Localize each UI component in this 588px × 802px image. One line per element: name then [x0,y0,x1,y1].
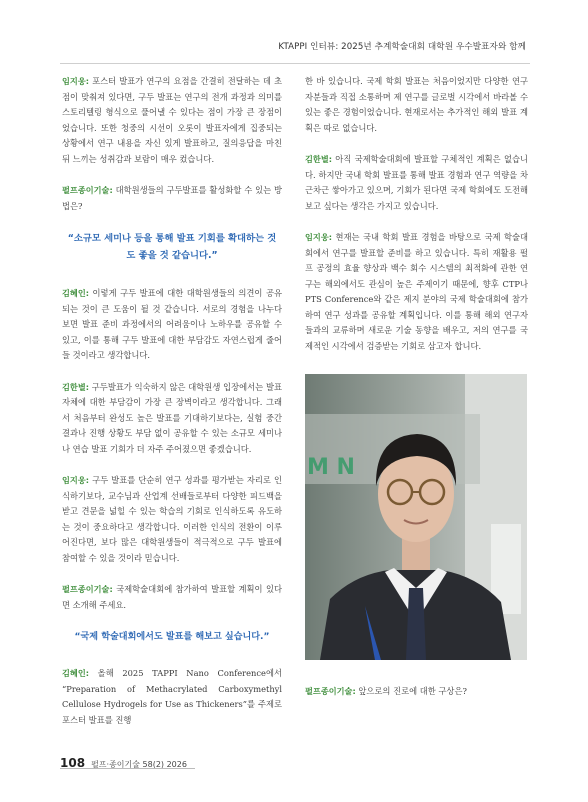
speaker-name: 펄프종이기술: [62,185,113,195]
portrait-illustration [305,374,527,660]
speaker-name: 김혜인: [62,668,90,678]
paragraph-text: 현재는 국내 학회 발표 경험을 바탕으로 국제 학술대회에서 연구를 발표할 준비를 하고 있습니다. 특히 재활용 펄프 공정의 효율 향상과 백수 회수 시스템의 최적화에 관한 연구는 해외에서도 관심이 높은 주제이기 때문에, 향후 CTP나 PTS Conference와 같은 제지 분야의 국제 학술대회에 참가하여 연구 성과를 공유할 계획입니다. 이를 통해 해외 연구자들과의 교류하며 새로운 기술 동향을 배우고, 저의 연구를 국제적인 시각에서 검증받는 기회로 삼고자 합니다. [305,232,528,351]
right-column-bottom [305,684,528,716]
paragraph-text: 아직 국제학술대회에 발표할 구체적인 계획은 없습니다. 하지만 국내 학회 발표를 통해 발표 경험과 연구 역량을 차근차근 쌓아가고 있으며, 기회가 된다면 국제 학회에도 도전해보고 싶다는 생각은 가지고 있습니다. [305,154,528,211]
pull-quote: “국제 학술대회에서도 발표를 해보고 싶습니다.” [74,632,270,642]
paragraph [305,152,528,214]
speaker-name: 김한별: [305,154,333,164]
paragraph [62,286,282,364]
left-column [62,74,282,744]
paragraph-text: 구두 발표를 단순히 연구 성과를 평가받는 자리로 인식하기보다, 교수님과 산업계 선배들로부터 다양한 피드백을 받고 견문을 넓힐 수 있는 학습의 기회로 인식하도록 유도하는 것이 중요하다고 생각합니다. 이러한 인식의 전환이 이루어진다면, 보다 많은 대학원생들이 적극적으로 구두 발표에 참여할 수 있을 것이라 믿습니다. [62,475,282,563]
pull-quote: “소규모 세미나 등을 통해 발표 기회를 확대하는 것도 좋을 것 같습니다.” [67,233,277,261]
speaker-name: 임지웅: [62,76,90,86]
paragraph-text: 한 바 있습니다. 국제 학회 발표는 처음이었지만 다양한 연구자분들과 직접 소통하며 제 연구를 글로벌 시각에서 바라볼 수 있는 좋은 경험이었습니다. 현재로서는 추가적인 해외 발표 계획은 따로 없습니다. [305,76,528,133]
paragraph-text: 포스터 발표가 연구의 요점을 간결히 전달하는 데 초점이 맞춰져 있다면, 구두 발표는 연구의 전개 과정과 의미를 스토리텔링 형식으로 풀어낼 수 있다는 점이 가장 큰 장점이었습니다. 또한 청중의 시선이 오롯이 발표자에게 집중되는 상황에서 연구 내용을 자신 있게 발표하고, 질의응답을 마친 뒤 느끼는 성취감과 보람이 매우 컸습니다. [62,76,282,164]
paragraph-text: 올해 2025 TAPPI Nano Conference에서 “Preparation of Methacrylated Carboxymethyl Cellulose Hydrogels for Use as Thickeners”를 주제로 포스터 발표를 진행 [62,668,282,725]
speaker-name: 임지웅: [305,232,333,242]
running-header: KTAPPI 인터뷰: 2025년 추계학술대회 대학원 우수발표자와 함께 [278,42,526,52]
interviewer-question [62,582,282,613]
journal-citation: 펄프·종이기술 58(2) 2026 [91,760,187,769]
speaker-name: 임지웅: [62,475,90,485]
speaker-name: 김혜인: [62,288,90,298]
paragraph-text: 구두발표가 익숙하지 않은 대학원생 입장에서는 발표 자체에 대한 부담감이 가장 큰 장벽이라고 생각합니다. 그래서 처음부터 완성도 높은 발표를 기대하기보다는, 실험 중간 결과나 진행 상황도 부담 없이 공유할 수 있는 소규모 세미나나 연습 발표 기회가 더 자주 주어졌으면 좋겠습니다. [62,381,282,454]
paragraph [62,380,282,458]
footer-divider [60,768,195,769]
svg-text:M N: M N [307,455,355,480]
page-number: 108 [60,756,86,770]
paragraph [62,74,282,167]
paragraph [62,473,282,566]
speaker-name: 김한별: [62,381,90,392]
right-column [305,74,528,370]
speaker-name: 펄프종이기술: [62,584,113,594]
interviewer-question [305,684,528,700]
paragraph-text: 대학원생들의 구두발표를 활성화할 수 있는 방법은? [62,185,282,211]
paragraph-text: 이렇게 구두 발표에 대한 대학원생들의 의견이 공유되는 것이 큰 도움이 될 것 같습니다. 서로의 경험을 나누다 보면 발표 준비 과정에서의 어려움이나 노하우를 공유할 수 있고, 이를 통해 구두 발표에 대한 부담감도 자연스럽게 줄어들 것이라고 생각합니다. [62,288,282,360]
paragraph [62,666,282,728]
interviewee-photo [305,374,527,660]
paragraph [305,230,528,354]
paragraph-text: 앞으로의 진로에 대한 구상은? [355,686,467,696]
interviewer-question [62,183,282,214]
paragraph-text: 국제학술대회에 참가하여 발표할 계획이 있다면 소개해 주세요. [62,584,282,610]
header-divider [60,63,530,64]
speaker-name: 펄프종이기술: [305,686,356,696]
paragraph [305,74,528,136]
